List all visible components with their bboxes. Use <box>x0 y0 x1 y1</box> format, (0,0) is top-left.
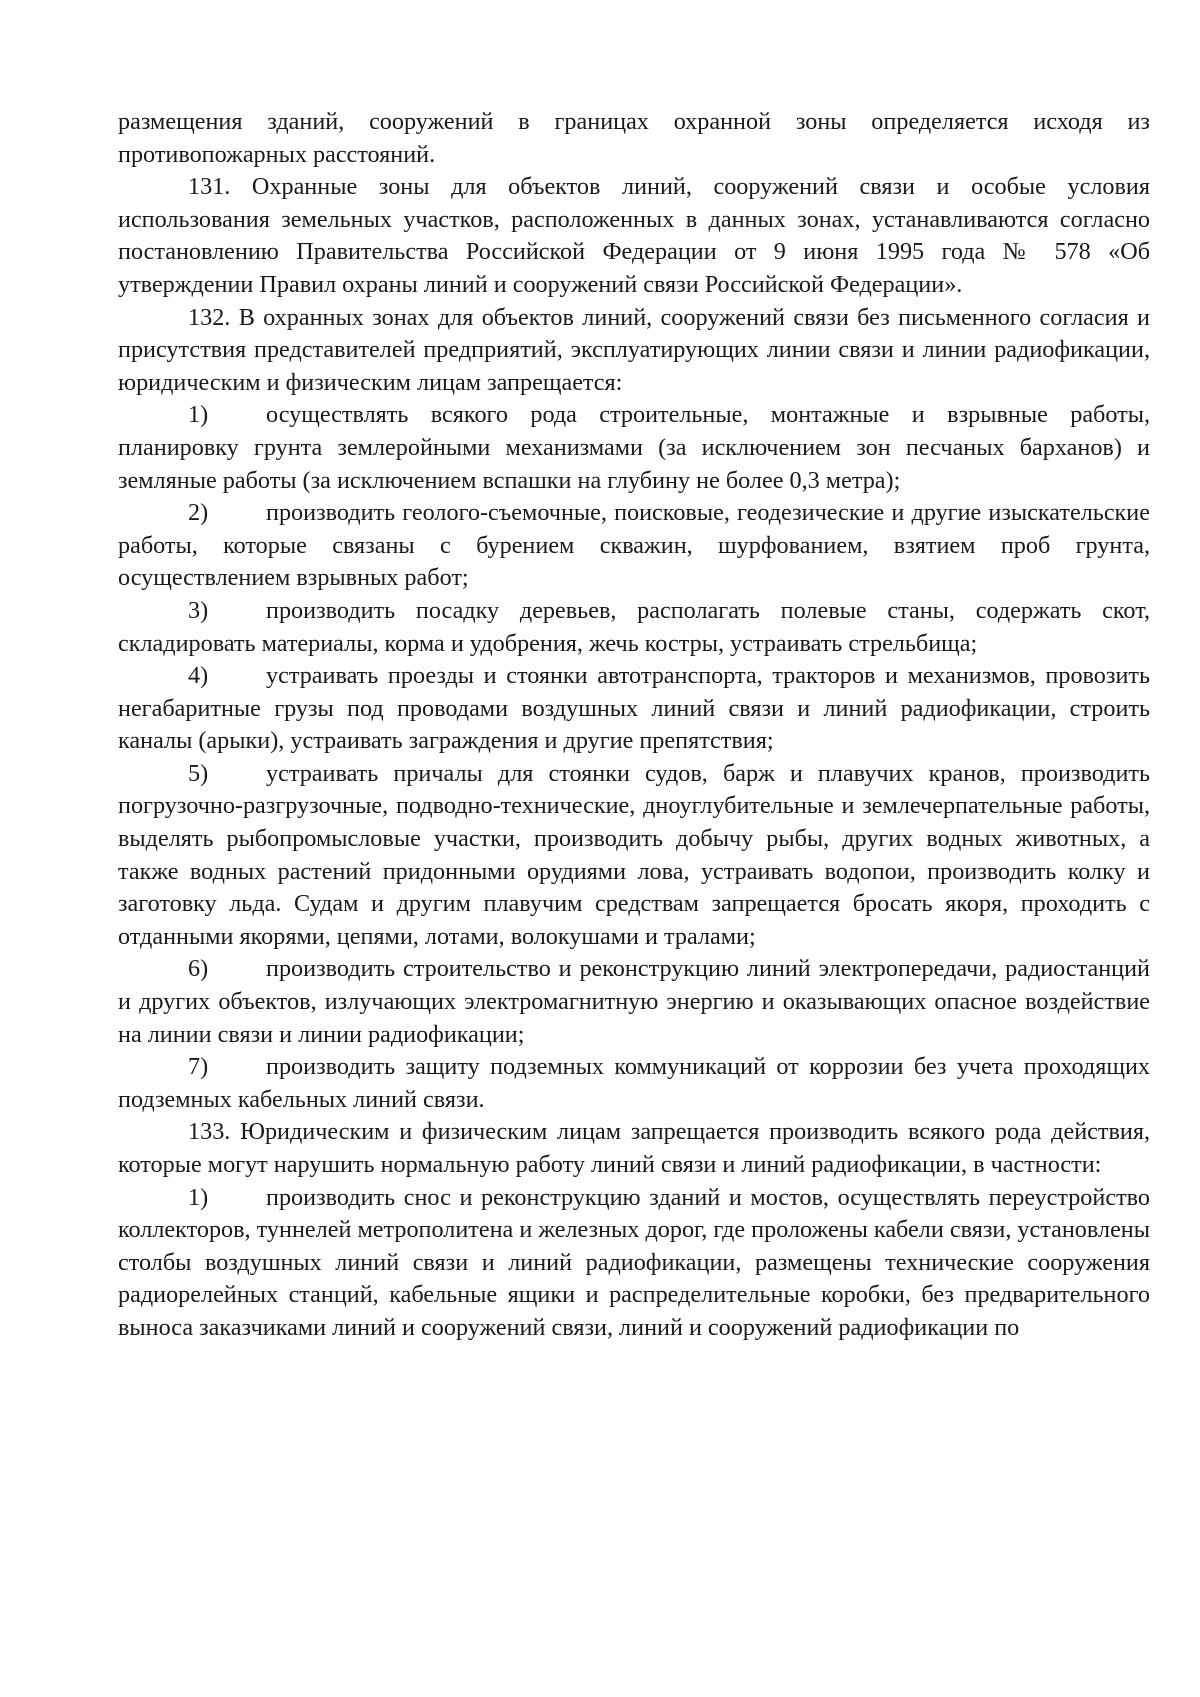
item-number: 1) <box>188 1183 209 1211</box>
paragraph-continuation: размещения зданий, сооружений в границах охранной зоны определяется исходя из противопожарных расстояний. <box>118 108 1150 168</box>
document-page <box>118 106 1150 1345</box>
list-item-132-2 <box>118 497 1150 595</box>
item-number: 7) <box>188 1053 209 1081</box>
item-number: 4) <box>188 662 209 690</box>
item-text: устраивать проезды и стоянки автотранспорта, тракторов и механизмов, провозить негабаритные грузы под проводами воздушных линий связи и линий радиофикации, строить каналы (арыки), устраивать заграждения и другие препятствия; <box>118 662 1150 755</box>
list-item-132-3 <box>118 595 1150 660</box>
item-text: осуществлять всякого рода строительные, монтажные и взрывные работы, планировку грунта землеройными механизмами (за исключением зон песчаных барханов) и земляные работы (за исключением вспашки на глубину не более 0,3 метра); <box>118 401 1150 494</box>
paragraph-131: 131. Охранные зоны для объектов линий, сооружений связи и особые условия использования земельных участков, расположенных в данных зонах, устанавливаются согласно постановлению Правительства Российской Федерации от 9 июня 1995 года № 578 «Об утверждении Правил охраны линий и сооружений связи Российской Федерации». <box>118 173 1150 298</box>
paragraph-133: 133. Юридическим и физическим лицам запрещается производить всякого рода действия, которые могут нарушить нормальную работу линий связи и линий радиофикации, в частности: <box>118 1118 1150 1178</box>
item-text: производить посадку деревьев, располагать полевые станы, содержать скот, складировать материалы, корма и удобрения, жечь костры, устраивать стрельбища; <box>118 596 1150 657</box>
list-item-132-5 <box>118 758 1150 954</box>
item-number: 3) <box>188 596 209 624</box>
list-item-132-6 <box>118 953 1150 1051</box>
list-item-132-4 <box>118 660 1150 758</box>
list-item-133-1 <box>118 1182 1150 1345</box>
paragraph-132: 132. В охранных зонах для объектов линий, сооружений связи без письменного согласия и присутствия представителей предприятий, эксплуатирующих линии связи и линии радиофикации, юридическим и физическим лицам запрещается: <box>118 303 1150 396</box>
item-text: производить защиту подземных коммуникаций от коррозии без учета проходящих подземных кабельных линий связи. <box>118 1053 1150 1113</box>
list-item-132-1 <box>118 399 1150 497</box>
item-text: устраивать причалы для стоянки судов, барж и плавучих кранов, производить погрузочно-разгрузочные, подводно-технические, дноуглубительные и землечерпательные работы, выделять рыбопромысловые участки, производить добычу рыбы, других водных животных, а также водных растений придонными орудиями лова, устраивать водопои, производить колку и заготовку льда. Судам и другим плавучим средствам запрещается бросать якоря, проходить с отданными якорями, цепями, лотами, волокушами и тралами; <box>118 759 1150 950</box>
item-text: производить строительство и реконструкцию линий электропередачи, радиостанций и других объектов, излучающих электромагнитную энергию и оказывающих опасное воздействие на линии связи и линии радиофикации; <box>118 955 1150 1048</box>
item-number: 1) <box>188 401 209 429</box>
item-number: 6) <box>188 955 209 983</box>
list-item-132-7 <box>118 1051 1150 1116</box>
item-number: 5) <box>188 759 209 787</box>
item-number: 2) <box>188 499 209 527</box>
item-text: производить снос и реконструкцию зданий и мостов, осуществлять переустройство коллекторов, туннелей метрополитена и железных дорог, где проложены кабели связи, установлены столбы воздушных линий связи и линий радиофикации, размещены технические сооружения радиорелейных станций, кабельные ящики и распределительные коробки, без предварительного выноса заказчиками линий и сооружений связи, линий и сооружений радиофикации по <box>118 1183 1150 1341</box>
item-text: производить геолого-съемочные, поисковые, геодезические и другие изыскательские работы, которые связаны с бурением скважин, шурфованием, взятием проб грунта, осуществлением взрывных работ; <box>118 499 1150 592</box>
